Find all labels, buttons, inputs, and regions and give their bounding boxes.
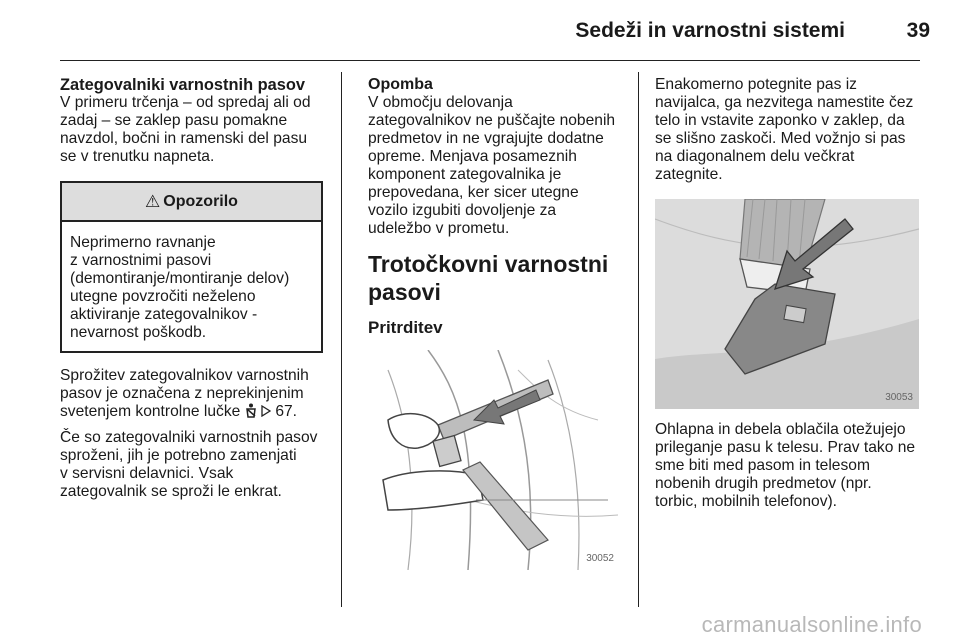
page-reference: 67. [275, 403, 298, 420]
section-heading: Trotočkovni varnostni pasovi [368, 251, 609, 305]
note-text: V območju delovanja zategovalnikov ne puščajte nobenih predmetov in ne vgrajujte dodatne opreme. Menjava posameznih komponent zategovalnika je prepovedana, ker sicer utegne vozilo izgubiti dovoljenje za udeležbo v prometu. [368, 94, 616, 237]
column-left [60, 76, 326, 501]
warning-triangle-icon: ⚠ [145, 191, 161, 211]
belt-fastening-illustration [368, 350, 620, 570]
trigger-text: Sprožitev zategovalnikov varnostnih pasov je označena z neprekinjenim svetenjem kontrolne lučke [60, 367, 309, 420]
replacement-paragraph: Če so zategovalniki varnostnih pasov sproženi, jih je potrebno zamenjati v servisni delavnici. Vsak zategovalnik se sproži le enkrat. [60, 429, 318, 500]
belt-indicator-icon [245, 403, 257, 423]
column-middle [368, 76, 630, 570]
trigger-paragraph [60, 367, 326, 423]
intro-paragraph: V primeru trčenja – od spredaj ali od zadaj – se zaklep pasu pomakne navzdol, bočni in ramenski del pasu se v trenutku napneta. [60, 94, 311, 165]
page-number: 39 [906, 19, 930, 42]
warning-box [60, 181, 323, 353]
warning-title: Opozorilo [163, 192, 238, 210]
warning-text: Neprimerno ravnanje z varnostnimi pasovi (demontiranje/montiranje delov) utegne povzročiti neželeno aktiviranje zategovalnikov - nevarnost poškodb. [70, 234, 290, 341]
figure-code: 30053 [885, 392, 913, 403]
buckle-illustration [655, 199, 919, 409]
subheading: Pritrditev [368, 318, 443, 337]
clothing-paragraph: Ohlapna in debela oblačila otežujejo prileganje pasu k telesu. Prav tako ne sme biti med pasom in telesom nobenih drugih predmetov (npr. torbic, mobilnih telefonov). [655, 421, 916, 510]
note-title: Opomba [368, 76, 433, 93]
column-right [655, 76, 923, 511]
page-header-title: Sedeži in varnostni sistemi [575, 19, 845, 42]
column-divider-2 [638, 72, 639, 607]
watermark: carmanualsonline.info [701, 612, 922, 637]
instruction-paragraph: Enakomerno potegnite pas iz navijalca, ga nezvitega namestite čez telo in vstavite zaponko v zaklep, da se slišno zaskoči. Med vožnjo si pas na diagonalnem delu večkrat zategnite. [655, 76, 914, 183]
figure-code: 30052 [586, 553, 614, 564]
section-title: Zategovalniki varnostnih pasov [60, 76, 306, 94]
column-divider-1 [341, 72, 342, 607]
warning-header [62, 183, 321, 222]
header-rule [60, 60, 920, 61]
page-reference-icon [261, 404, 271, 422]
